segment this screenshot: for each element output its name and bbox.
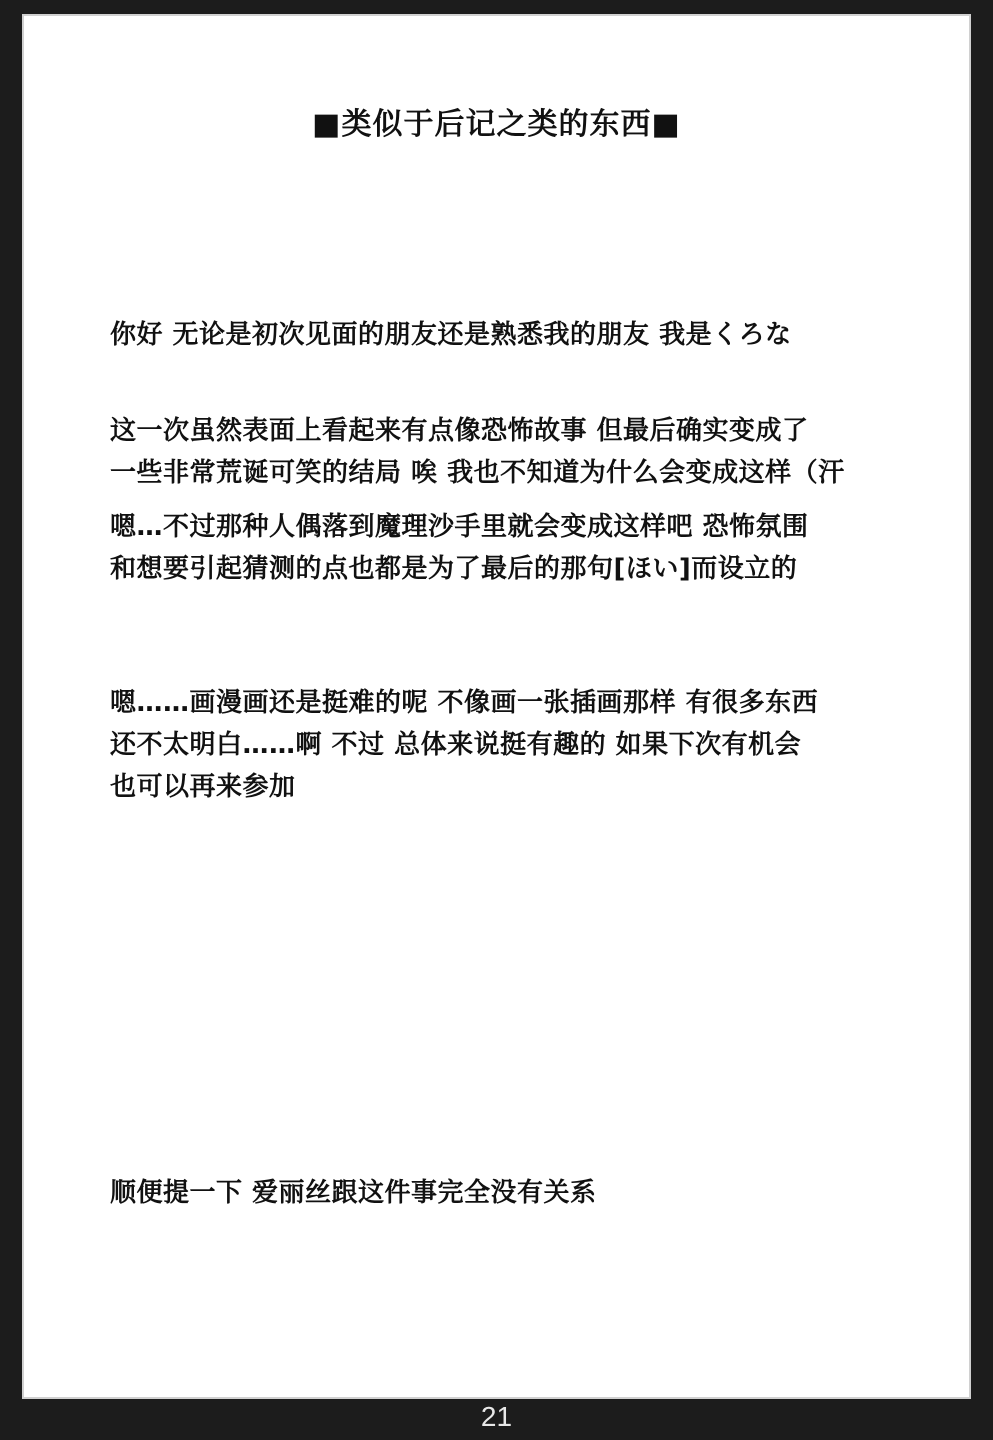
page-number: 21 xyxy=(480,1401,513,1432)
text-line: 一些非常荒诞可笑的结局 唉 我也不知道为什么会变成这样（汗 xyxy=(110,458,845,488)
paragraph-greeting xyxy=(110,314,930,356)
page-title: ■类似于后记之类的东西■ xyxy=(312,107,681,142)
text-line: 和想要引起猜测的点也都是为了最后的那句[ほい]而设立的 xyxy=(110,554,798,584)
text-line: 也可以再来参加 xyxy=(110,772,296,802)
text-line: 这一次虽然表面上看起来有点像恐怖故事 但最后确实变成了 xyxy=(110,416,809,446)
document-page xyxy=(22,14,971,1399)
paragraph-alice-note xyxy=(110,1172,930,1214)
text-line: 顺便提一下 爱丽丝跟这件事完全没有关系 xyxy=(110,1178,597,1208)
paragraph-manga-comment xyxy=(110,682,930,808)
text-line: 嗯…不过那种人偶落到魔理沙手里就会变成这样吧 恐怖氛围 xyxy=(110,512,809,542)
text-line: 你好 无论是初次见面的朋友还是熟悉我的朋友 我是くろな xyxy=(110,320,792,350)
text-line: 还不太明白……啊 不过 总体来说挺有趣的 如果下次有机会 xyxy=(110,730,802,760)
text-line: 嗯……画漫画还是挺难的呢 不像画一张插画那样 有很多东西 xyxy=(110,688,819,718)
paragraph-marisa-comment xyxy=(110,506,930,590)
paragraph-story-comment xyxy=(110,410,930,494)
